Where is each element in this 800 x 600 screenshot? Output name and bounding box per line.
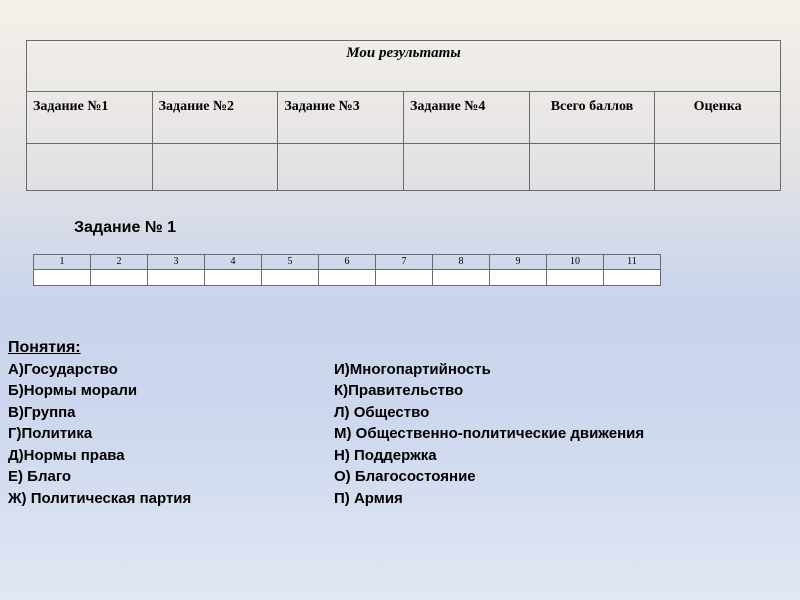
concept-left: Г)Политика xyxy=(8,425,93,442)
concept-right: К)Правительство xyxy=(334,382,464,399)
result-cell-grade[interactable] xyxy=(655,144,781,191)
grid-number: 5 xyxy=(262,255,319,270)
grid-answer-cell[interactable] xyxy=(319,270,376,286)
concept-row xyxy=(8,423,788,445)
result-cell-task-1[interactable] xyxy=(27,144,153,191)
concept-left: Е) Благо xyxy=(8,468,72,485)
grid-number: 2 xyxy=(91,255,148,270)
concept-right: И)Многопартийность xyxy=(334,360,491,378)
result-cell-total[interactable] xyxy=(529,144,655,191)
concept-left: Б)Нормы морали xyxy=(8,382,138,399)
concept-left: Ж) Политическая партия xyxy=(8,489,192,507)
concept-left: А)Государство xyxy=(8,360,118,378)
grid-answer-cell[interactable] xyxy=(547,270,604,286)
grid-number: 6 xyxy=(319,255,376,270)
grid-number: 8 xyxy=(433,255,490,270)
grid-answer-cell[interactable] xyxy=(148,270,205,286)
grid-number: 1 xyxy=(34,255,91,270)
header-task-2: Задание №2 xyxy=(152,92,278,144)
concepts-title: Понятия: xyxy=(8,339,81,356)
concept-right: М) Общественно-политические движения xyxy=(334,425,645,442)
results-table-title: Мои результаты xyxy=(27,41,781,92)
concept-left: Д)Нормы права xyxy=(8,446,125,464)
grid-answer-cell[interactable] xyxy=(490,270,547,286)
task-heading: Задание № 1 xyxy=(74,219,176,236)
header-task-4: Задание №4 xyxy=(403,92,529,144)
grid-answer-cell[interactable] xyxy=(205,270,262,286)
grid-number: 9 xyxy=(490,255,547,270)
answer-grid xyxy=(33,254,661,286)
grid-number: 10 xyxy=(547,255,604,270)
concept-right: П) Армия xyxy=(334,489,403,507)
concept-row xyxy=(8,445,788,467)
grid-answer-cell[interactable] xyxy=(433,270,490,286)
header-task-1: Задание №1 xyxy=(27,92,153,144)
grid-number: 7 xyxy=(376,255,433,270)
result-cell-task-3[interactable] xyxy=(278,144,404,191)
grid-answer-cell[interactable] xyxy=(604,270,661,286)
result-cell-task-4[interactable] xyxy=(403,144,529,191)
concept-row xyxy=(8,380,788,402)
grid-number: 3 xyxy=(148,255,205,270)
concept-right: Н) Поддержка xyxy=(334,446,437,464)
concepts-list xyxy=(8,337,788,509)
concept-row xyxy=(8,402,788,424)
grid-answer-cell[interactable] xyxy=(376,270,433,286)
header-task-3: Задание №3 xyxy=(278,92,404,144)
result-cell-task-2[interactable] xyxy=(152,144,278,191)
header-grade: Оценка xyxy=(655,92,781,144)
concept-right: О) Благосостояние xyxy=(334,468,476,485)
grid-answer-cell[interactable] xyxy=(91,270,148,286)
concept-row xyxy=(8,488,788,510)
results-table xyxy=(26,40,781,191)
grid-answer-cell[interactable] xyxy=(34,270,91,286)
concept-right: Л) Общество xyxy=(334,403,430,421)
header-total-points: Всего баллов xyxy=(529,92,655,144)
concept-left: В)Группа xyxy=(8,403,76,421)
grid-number: 4 xyxy=(205,255,262,270)
concept-row xyxy=(8,466,788,488)
grid-answer-cell[interactable] xyxy=(262,270,319,286)
concept-row xyxy=(8,359,788,381)
grid-number: 11 xyxy=(604,255,661,270)
